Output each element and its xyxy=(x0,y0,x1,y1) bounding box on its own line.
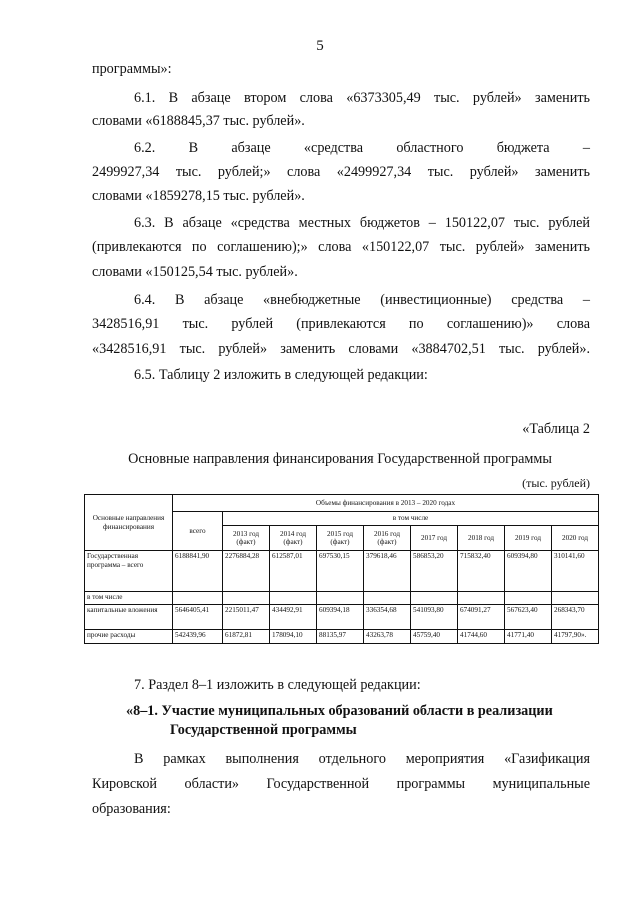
section-heading: Государственной программы xyxy=(170,722,357,738)
cell: 674091,27 xyxy=(458,605,505,630)
table-title: Основные направления финансирования Государственной программы xyxy=(128,451,552,467)
cell xyxy=(223,592,270,605)
header-year: 2013 год (факт) xyxy=(223,526,270,551)
header-year: 2019 год xyxy=(505,526,552,551)
cell xyxy=(411,592,458,605)
text-line: 6.2. В абзаце «средства областного бюджета – xyxy=(134,140,590,156)
cell: 61872,81 xyxy=(223,630,270,644)
table-row xyxy=(85,592,599,605)
text-line: программы»: xyxy=(92,61,172,77)
cell: 567623,40 xyxy=(505,605,552,630)
cell: 542439,96 xyxy=(173,630,223,644)
table-row xyxy=(85,605,599,630)
text-line: словами «6188845,37 тыс. рублей». xyxy=(92,113,305,129)
text-line: 6.1. В абзаце втором слова «6373305,49 тыс. рублей» заменить xyxy=(134,90,590,106)
text-line: словами «1859278,15 тыс. рублей». xyxy=(92,188,305,204)
cell: 609394,18 xyxy=(317,605,364,630)
table-units: (тыс. рублей) xyxy=(522,476,590,490)
table-label: «Таблица 2 xyxy=(522,421,590,437)
text-line: «3428516,91 тыс. рублей» заменить словами «3884702,51 тыс. рублей». xyxy=(92,341,590,357)
row-label: прочие расходы xyxy=(85,630,173,644)
text-line: 2499927,34 тыс. рублей;» слова «2499927,34 тыс. рублей» заменить xyxy=(92,164,590,180)
header-year: 2014 год (факт) xyxy=(270,526,317,551)
cell: 88135,97 xyxy=(317,630,364,644)
cell: 612587,01 xyxy=(270,551,317,592)
cell xyxy=(364,592,411,605)
header-year: 2018 год xyxy=(458,526,505,551)
cell: 45759,40 xyxy=(411,630,458,644)
header-year: 2015 год (факт) xyxy=(317,526,364,551)
cell: 541093,80 xyxy=(411,605,458,630)
cell: 6188841,90 xyxy=(173,551,223,592)
cell: 715832,40 xyxy=(458,551,505,592)
header-total: всего xyxy=(173,512,223,551)
text-line: В рамках выполнения отдельного мероприятия «Газификация xyxy=(134,751,590,767)
section-heading: «8–1. Участие муниципальных образований области в реализации xyxy=(126,703,553,719)
cell: 41744,60 xyxy=(458,630,505,644)
table-row xyxy=(85,630,599,644)
cell xyxy=(458,592,505,605)
cell: 586853,20 xyxy=(411,551,458,592)
text-line: 6.4. В абзаце «внебюджетные (инвестиционные) средства – xyxy=(134,292,590,308)
cell xyxy=(317,592,364,605)
cell xyxy=(270,592,317,605)
text-line: 6.5. Таблицу 2 изложить в следующей редакции: xyxy=(134,367,428,383)
row-label: в том числе xyxy=(85,592,173,605)
cell: 178094,10 xyxy=(270,630,317,644)
cell: 609394,80 xyxy=(505,551,552,592)
row-label: капитальные вложения xyxy=(85,605,173,630)
financing-table xyxy=(84,494,599,644)
section-7-line: 7. Раздел 8–1 изложить в следующей редакции: xyxy=(134,677,421,693)
text-line: (привлекаются по соглашению);» слова «150122,07 тыс. рублей» заменить xyxy=(92,239,590,255)
text-line: словами «150125,54 тыс. рублей». xyxy=(92,264,298,280)
cell: 41797,90». xyxy=(552,630,599,644)
cell xyxy=(505,592,552,605)
text-line: Кировской области» Государственной программы муниципальные xyxy=(92,776,590,792)
header-year: 2017 год xyxy=(411,526,458,551)
cell: 2215011,47 xyxy=(223,605,270,630)
text-line: 3428516,91 тыс. рублей (привлекаются по соглашению)» слова xyxy=(92,316,590,332)
text-line: образования: xyxy=(92,801,171,817)
cell: 434492,91 xyxy=(270,605,317,630)
cell: 336354,68 xyxy=(364,605,411,630)
cell: 43263,78 xyxy=(364,630,411,644)
header-volumes: Объемы финансирования в 2013 – 2020 годах xyxy=(173,495,599,512)
header-direction: Основные направления финансирования xyxy=(85,495,173,551)
cell: 5646405,41 xyxy=(173,605,223,630)
header-year: 2016 год (факт) xyxy=(364,526,411,551)
text-line: 6.3. В абзаце «средства местных бюджетов – 150122,07 тыс. рублей xyxy=(134,215,590,231)
row-label: Государственная программа – всего xyxy=(85,551,173,592)
cell: 2276884,28 xyxy=(223,551,270,592)
table-row xyxy=(85,551,599,592)
cell: 379618,46 xyxy=(364,551,411,592)
header-year: 2020 год xyxy=(552,526,599,551)
cell xyxy=(173,592,223,605)
cell: 268343,70 xyxy=(552,605,599,630)
cell: 41771,40 xyxy=(505,630,552,644)
header-including: в том числе xyxy=(223,512,599,526)
cell xyxy=(552,592,599,605)
page-number: 5 xyxy=(316,38,324,54)
cell: 697530,15 xyxy=(317,551,364,592)
cell: 310141,60 xyxy=(552,551,599,592)
